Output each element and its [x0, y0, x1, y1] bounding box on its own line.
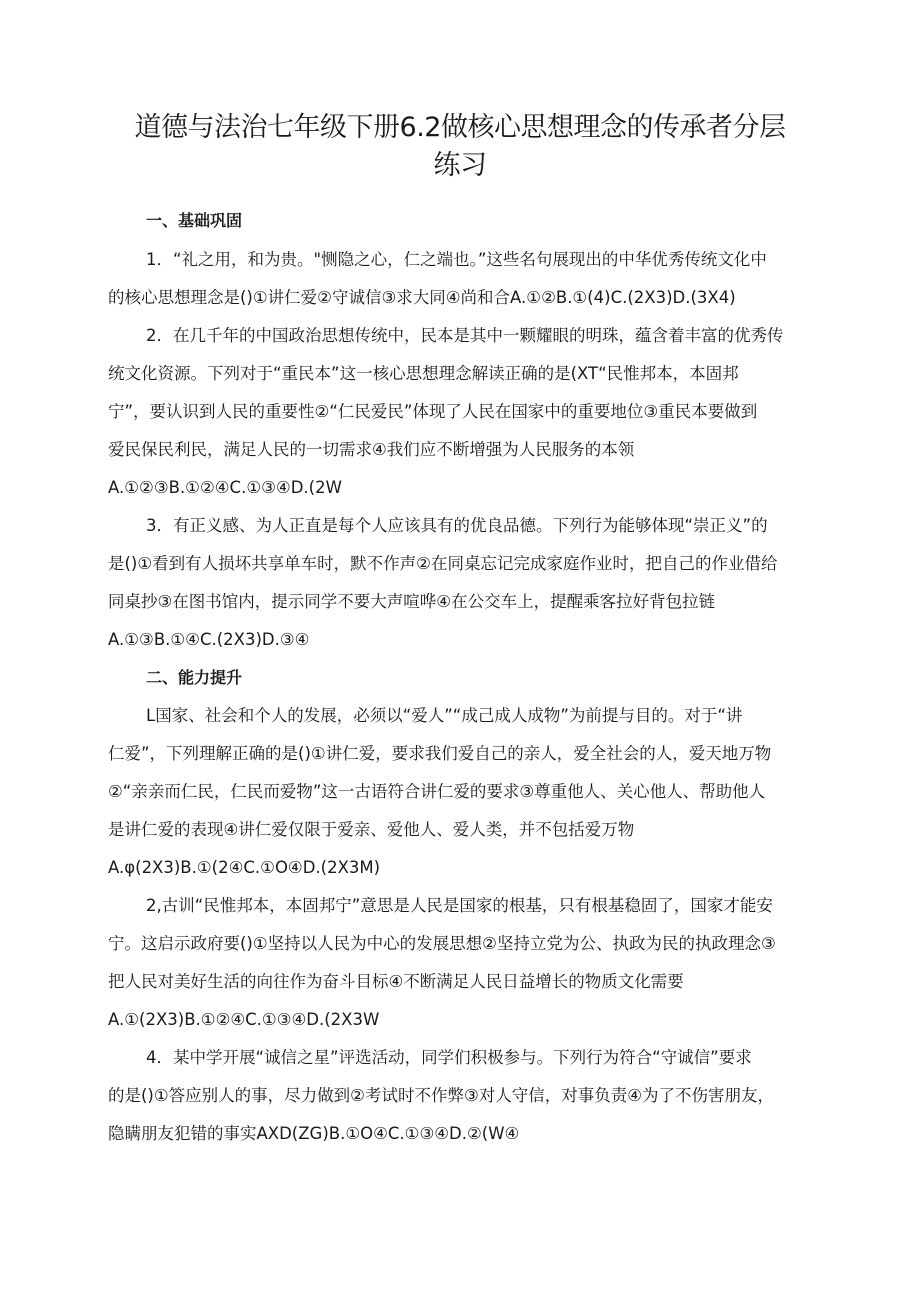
- document-title-line-2: 练习: [433, 150, 487, 181]
- text-line: A.①③B.①④C.(2X3)D.③④: [108, 630, 310, 649]
- text-line: 2．在几千年的中国政治思想传统中，民本是其中一颗耀眼的明珠，蕴含着丰富的优秀传: [146, 326, 784, 345]
- text-line: 把人民对美好生活的向往作为奋斗目标④不断满足人民日益增长的物质文化需要: [108, 972, 684, 991]
- text-line: 统文化资源。下列对于“重民本”这一核心思想理念解读正确的是(XT“民惟邦本，本固邦: [108, 364, 739, 383]
- section-heading-ability: 二、能力提升: [146, 668, 243, 687]
- text-line: 2,古训“民惟邦本，本固邦宁”意思是人民是国家的根基，只有根基稳固了，国家才能安: [146, 896, 773, 915]
- text-line: L国家、社会和个人的发展，必须以“爱人”“成己成人成物”为前提与目的。对于“讲: [146, 706, 743, 725]
- text-line: 1．“礼之用，和为贵。"恻隐之心，仁之端也。”这些名句展现出的中华优秀传统文化中: [146, 250, 767, 269]
- text-line: 同桌抄③在图书馆内，提示同学不要大声喧哗④在公交车上，提醒乘客拉好背包拉链: [108, 592, 716, 611]
- text-line: 是讲仁爱的表现④讲仁爱仅限于爱亲、爱他人、爱人类，并不包括爱万物: [108, 820, 635, 839]
- section-heading-basic: 一、基础巩固: [146, 211, 243, 230]
- text-line: 隐瞒朋友犯错的事实AXD(ZG)B.①O④C.①③④D.②(W④: [108, 1124, 520, 1143]
- text-line: A.φ(2X3)B.①(2④C.①O④D.(2X3M): [108, 858, 381, 877]
- text-line: A.①②③B.①②④C.①③④D.(2W: [108, 478, 342, 497]
- text-line: 的是()①答应别人的事，尽力做到②考试时不作弊③对人守信，对事负责④为了不伤害朋友，: [108, 1086, 775, 1105]
- text-line: ②“亲亲而仁民，仁民而爱物”这一古语符合讲仁爱的要求③尊重他人、关心他人、帮助他人: [108, 782, 766, 801]
- text-line: 是()①看到有人损坏共享单车时，默不作声②在同桌忘记完成家庭作业时，把自己的作业借给: [108, 554, 778, 573]
- text-line: 仁爱”，下列理解正确的是()①讲仁爱，要求我们爱自己的亲人，爱全社会的人，爱天地万物: [108, 744, 772, 763]
- text-line: 爱民保民利民，满足人民的一切需求④我们应不断增强为人民服务的本领: [108, 440, 635, 459]
- text-line: 的核心思想理念是()①讲仁爱②守诚信③求大同④尚和合A.①②B.①(4)C.(2X3)D.(3X4): [108, 288, 736, 307]
- text-line: 3．有正义感、为人正直是每个人应该具有的优良品德。下列行为能够体现“崇正义”的: [146, 516, 768, 535]
- text-line: 宁”，要认识到人民的重要性②“仁民爱民”体现了人民在国家中的重要地位③重民本要做到: [108, 402, 758, 421]
- text-line: A.①(2X3)B.①②④C.①③④D.(2X3W: [108, 1010, 380, 1029]
- document-title-line-1: 道德与法治七年级下册6.2做核心思想理念的传承者分层: [134, 112, 786, 143]
- text-line: 4．某中学开展“诚信之星”评选活动，同学们积极参与。下列行为符合“守诚信”要求: [146, 1048, 752, 1067]
- text-line: 宁。这启示政府要()①坚持以人民为中心的发展思想②坚持立党为公、执政为民的执政理念③: [108, 934, 776, 953]
